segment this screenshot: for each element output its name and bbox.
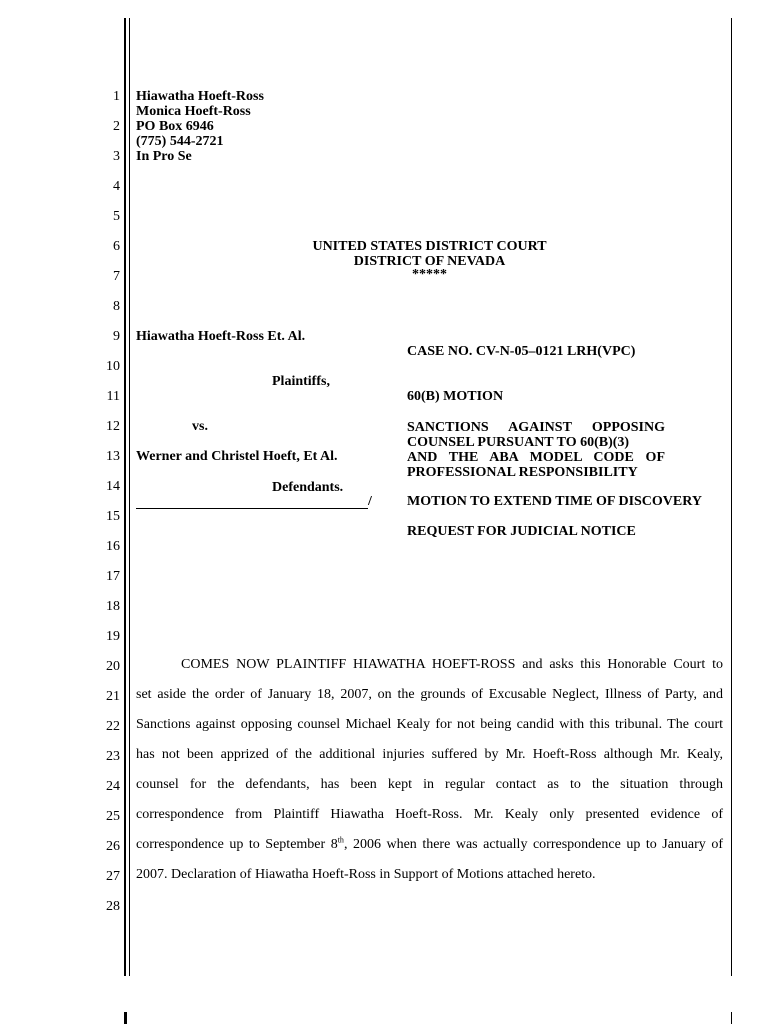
defendant-name: Werner and Christel Hoeft, Et Al.	[136, 449, 338, 464]
line-number: 25	[106, 809, 120, 824]
line-number: 13	[106, 449, 120, 464]
line-number: 22	[106, 719, 120, 734]
caption-underline	[136, 508, 368, 509]
sanctions-line: SANCTIONS AGAINST OPPOSING	[407, 420, 665, 435]
header-line: Hiawatha Hoeft-Ross	[136, 89, 264, 104]
line-number: 8	[113, 299, 120, 314]
line-number: 12	[106, 419, 120, 434]
line-number: 17	[106, 569, 120, 584]
versus-label: vs.	[192, 419, 208, 434]
court-name: UNITED STATES DISTRICT COURT	[312, 239, 547, 254]
line-number: 5	[113, 209, 120, 224]
body-line-25: correspondence from Plaintiff Hiawatha Hoeft-Ross. Mr. Kealy only presented evidence of	[136, 807, 723, 822]
line-number: 6	[113, 239, 120, 254]
body-line-26	[136, 835, 723, 852]
caption-underline-slash: /	[368, 494, 372, 509]
court-stars: *****	[412, 267, 447, 282]
line-number: 9	[113, 329, 120, 344]
left-margin-rule-inner	[129, 18, 130, 976]
body-line-26-part-b: , 2006 when there was actually correspondence up to January of	[343, 837, 723, 852]
line-number: 15	[106, 509, 120, 524]
sanctions-title	[407, 420, 665, 480]
header-line: (775) 544-2721	[136, 134, 224, 149]
plaintiffs-label: Plaintiffs,	[272, 374, 330, 389]
right-margin-rule	[731, 18, 732, 976]
line-number: 2	[113, 119, 120, 134]
motion-extend-discovery: MOTION TO EXTEND TIME OF DISCOVERY	[407, 494, 702, 509]
line-number: 14	[106, 479, 120, 494]
body-line-27: 2007. Declaration of Hiawatha Hoeft-Ross in Support of Motions attached hereto.	[136, 867, 596, 882]
line-number: 18	[106, 599, 120, 614]
line-number: 10	[106, 359, 120, 374]
line-number: 3	[113, 149, 120, 164]
body-line-23: has not been apprized of the additional injuries suffered by Mr. Hoeft-Ross although Mr. Kealy,	[136, 747, 723, 762]
sanctions-line: PROFESSIONAL RESPONSIBILITY	[407, 465, 638, 480]
line-number: 27	[106, 869, 120, 884]
header-line: PO Box 6946	[136, 119, 214, 134]
header-line: In Pro Se	[136, 149, 192, 164]
line-number: 7	[113, 269, 120, 284]
line-number: 26	[106, 839, 120, 854]
case-number: CASE NO. CV-N-05–0121 LRH(VPC)	[407, 344, 636, 359]
line-number: 21	[106, 689, 120, 704]
line-number: 4	[113, 179, 120, 194]
line-number: 1	[113, 89, 120, 104]
request-judicial-notice: REQUEST FOR JUDICIAL NOTICE	[407, 524, 636, 539]
body-line-20: COMES NOW PLAINTIFF HIAWATHA HOEFT-ROSS and asks this Honorable Court to	[181, 657, 723, 672]
plaintiff-name: Hiawatha Hoeft-Ross Et. Al.	[136, 329, 306, 344]
line-number: 24	[106, 779, 120, 794]
next-page-right-rule	[731, 1012, 732, 1024]
line-number: 11	[106, 389, 120, 404]
ordinal-suffix: th	[337, 835, 344, 845]
line-number: 20	[106, 659, 120, 674]
header-line: Monica Hoeft-Ross	[136, 104, 251, 119]
next-page-left-rule	[124, 1012, 127, 1024]
body-line-22: Sanctions against opposing counsel Michael Kealy for not being candid with this tribunal. The court	[136, 717, 723, 732]
motion-title-60b: 60(B) MOTION	[407, 389, 504, 404]
body-line-26-part-a: correspondence up to September 8	[136, 837, 338, 852]
court-district: DISTRICT OF NEVADA	[353, 254, 506, 269]
defendants-label: Defendants.	[272, 480, 344, 495]
body-line-24: counsel for the defendants, has been kept in regular contact as to the situation through	[136, 777, 723, 792]
line-number: 16	[106, 539, 120, 554]
line-number: 28	[106, 899, 120, 914]
line-number: 19	[106, 629, 120, 644]
line-number: 23	[106, 749, 120, 764]
sanctions-line: AND THE ABA MODEL CODE OF	[407, 450, 665, 465]
body-line-21: set aside the order of January 18, 2007, on the grounds of Excusable Neglect, Illness of Party, and	[136, 687, 723, 702]
left-margin-rule-outer	[124, 18, 126, 976]
sanctions-line: COUNSEL PURSUANT TO 60(B)(3)	[407, 435, 630, 450]
